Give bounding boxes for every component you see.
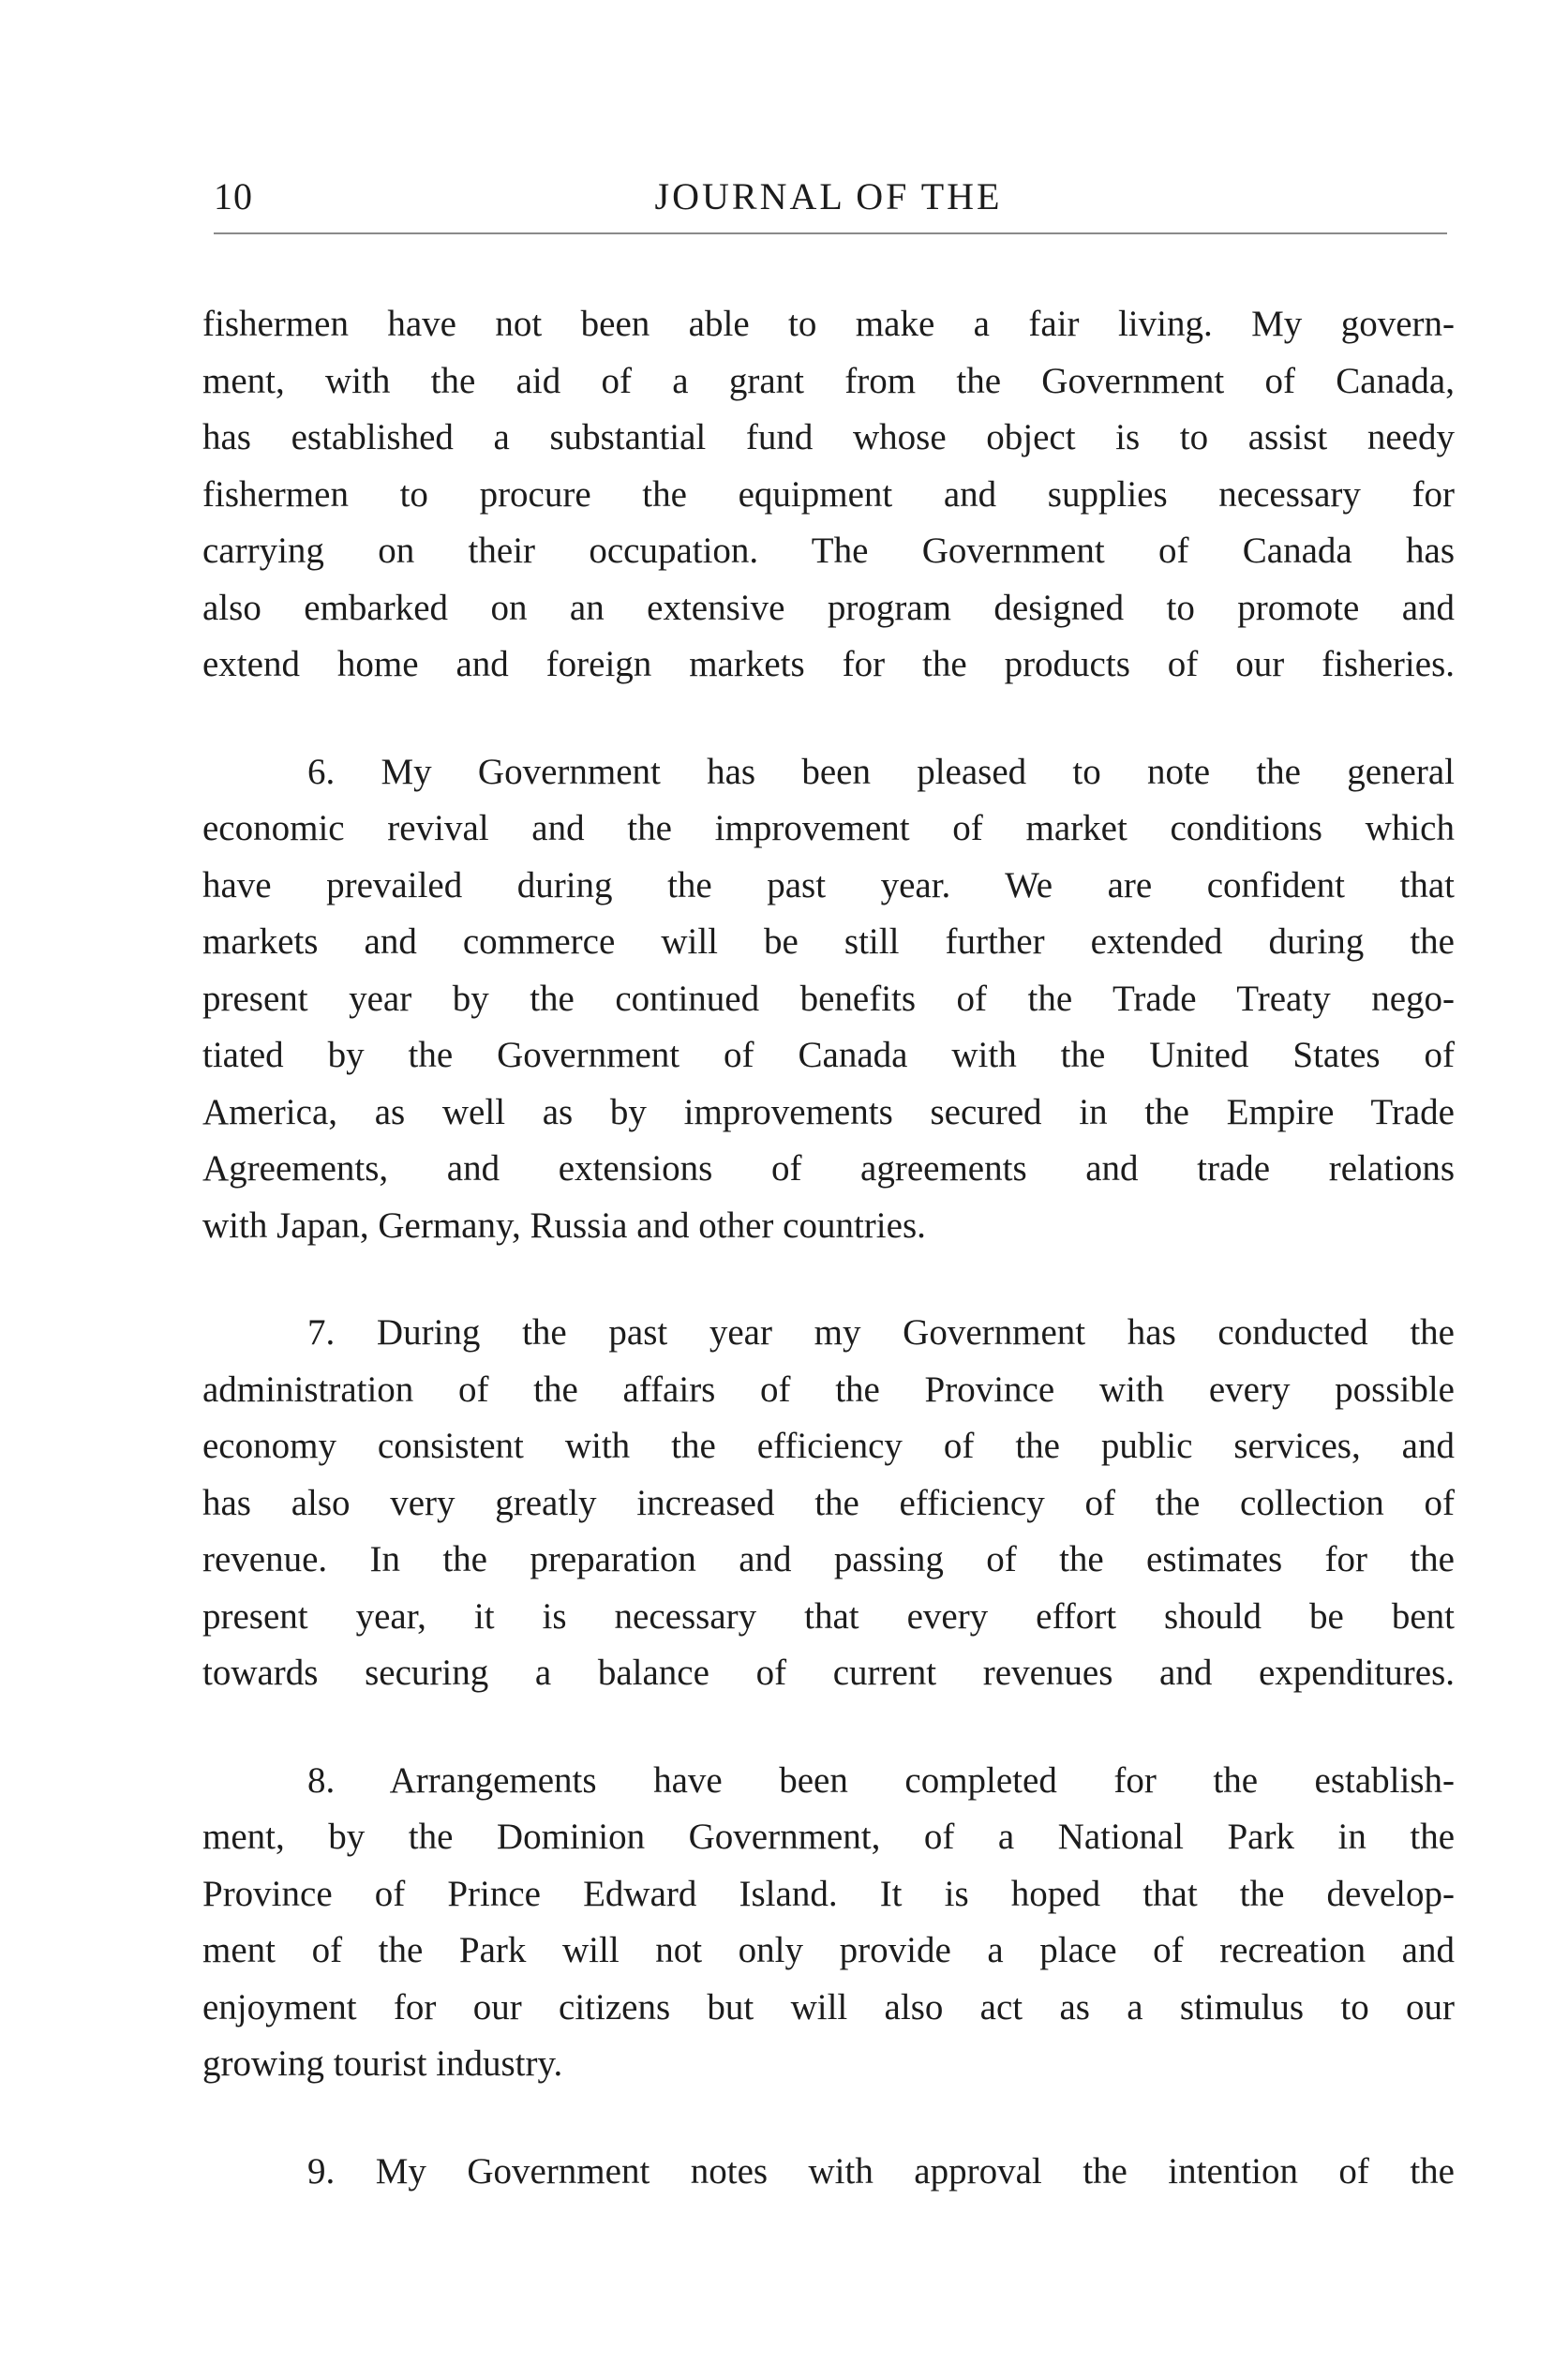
text-line: extend home and foreign markets for the products of our fisheries. — [202, 644, 1455, 684]
paragraph-gap — [202, 2093, 1455, 2144]
text-line: present year by the continued benefits of the Trade Treaty nego- — [202, 978, 1455, 1019]
text-line: enjoyment for our citizens but will also act as a stimulus to our — [202, 1986, 1455, 2027]
page-number: 10 — [214, 175, 253, 217]
text-line: economy consistent with the efficiency of the public services, and — [202, 1426, 1455, 1466]
text-line: with Japan, Germany, Russia and other countries. — [202, 1204, 926, 1246]
paragraph-9 — [202, 2144, 1455, 2201]
text-line: Province of Prince Edward Island. It is hoped that the develop- — [202, 1873, 1455, 1914]
text-line: ment, with the aid of a grant from the Government of Canada, — [202, 360, 1455, 401]
page-header — [202, 169, 1455, 225]
text-line: has also very greatly increased the efficiency of the collection of — [202, 1482, 1455, 1523]
text-line: markets and commerce will be still further extended during the — [202, 921, 1455, 962]
body-text — [202, 296, 1455, 2200]
text-line: present year, it is necessary that every effort should be bent — [202, 1595, 1455, 1637]
text-line: also embarked on an extensive program designed to promote and — [202, 587, 1455, 628]
text-line: America, as well as by improvements secured in the Empire Trade — [202, 1091, 1455, 1132]
paragraph-8 — [202, 1753, 1455, 2093]
text-line: 8. Arrangements have been completed for the establish- — [307, 1759, 1455, 1801]
text-line: revenue. In the preparation and passing of the estimates for the — [202, 1539, 1455, 1579]
text-line: fishermen have not been able to make a fair living. My govern- — [202, 304, 1455, 344]
text-line: 9. My Government notes with approval the intention of the — [307, 2150, 1455, 2192]
paragraph-gap — [202, 1702, 1455, 1753]
text-line: carrying on their occupation. The Government of Canada has — [202, 531, 1455, 571]
text-line: has established a substantial fund whose object is to assist needy — [202, 417, 1455, 457]
text-line: economic revival and the improvement of market conditions which — [202, 808, 1455, 848]
paragraph-gap — [202, 1254, 1455, 1305]
running-title: JOURNAL OF THE — [654, 175, 1003, 217]
header-rule — [214, 232, 1447, 234]
text-line: administration of the affairs of the Province with every possible — [202, 1369, 1455, 1410]
text-line: ment, by the Dominion Government, of a National Park in the — [202, 1817, 1455, 1857]
paragraph-6 — [202, 744, 1455, 1255]
text-line: fishermen to procure the equipment and supplies necessary for — [202, 473, 1455, 515]
paragraph-continuation — [202, 296, 1455, 694]
text-line: growing tourist industry. — [202, 2043, 563, 2084]
text-line: towards securing a balance of current revenues and expenditures. — [202, 1653, 1455, 1693]
text-line: 6. My Government has been pleased to note the general — [307, 751, 1455, 792]
text-line: ment of the Park will not only provide a place of recreation and — [202, 1930, 1455, 1970]
paragraph-gap — [202, 694, 1455, 744]
text-line: Agreements, and extensions of agreements and trade relations — [202, 1148, 1455, 1189]
paragraph-7 — [202, 1305, 1455, 1702]
text-line: tiated by the Government of Canada with the United States of — [202, 1035, 1455, 1075]
text-line: 7. During the past year my Government has conducted the — [307, 1312, 1455, 1353]
text-line: have prevailed during the past year. We are confident that — [202, 864, 1455, 905]
